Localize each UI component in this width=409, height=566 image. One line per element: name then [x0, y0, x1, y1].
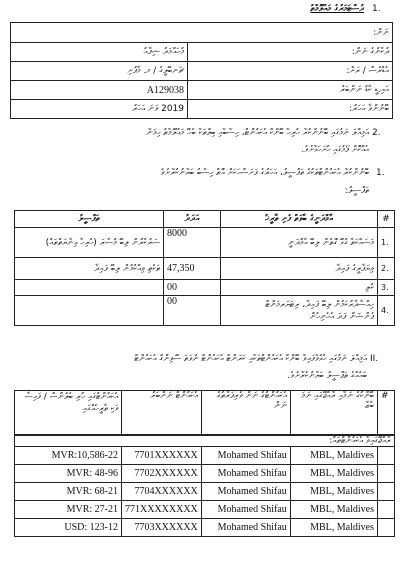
bank-row-holder: Mohamed Shifau [201, 519, 290, 537]
bank-row-bank: MBL, Maldives [290, 465, 377, 483]
bank-row-num [378, 519, 395, 537]
income-row-num: 4. [378, 296, 395, 326]
section-ii-text-line2: ބައެއްގެ ތަފްސީލު ބަޔާނުކުރާށެވެ. [287, 371, 367, 381]
bank-header-holder: އެކައުންޓުގެ ނަން ވެރިފަރާތުގެ ނަން [201, 391, 290, 435]
income-row-num: 3. [378, 280, 395, 296]
bank-row-balance: MVR: 27-21 [15, 501, 122, 519]
income-header-amount: އަދަދު [164, 211, 221, 228]
section-ii-text-line1: އަމިއްލަ ނަމުގައި ހުޅުވާފައިވާ ބޭންކް އެކައުންޓްތަކާއި ކަރަންޓް އެކައުންޓް ނުވަތަ ސޭވިންގް އެކައުންޓް [134, 354, 367, 364]
income-row-type: ވިޔަފާރީގެ ފައިދާ [221, 258, 378, 280]
info-header: ނަން: [11, 23, 393, 43]
info-label: އައި.ޑީ ކާޑު ނަންބަރު [188, 81, 393, 100]
bank-row-bank: MBL, Maldives [290, 447, 377, 465]
income-row-amount: 00 [164, 280, 221, 296]
section2-text-line2: އެއްކޮށް ފޯމުގައި ހުށަހަޅާށެވެ. [301, 145, 369, 155]
info-value: A129038 [11, 81, 188, 100]
bank-row-holder: Mohamed Shifau [201, 447, 290, 465]
info-label: ބޭނުންވާ އަހަރު: [188, 100, 393, 119]
income-header-num: # [378, 211, 395, 228]
bank-header-balance: އެކައުންޓުގައި ހުރި ބެލެންސް / ފައިސާ ވަކި ތާރީޚެއްގައި [15, 391, 122, 435]
income-row4-line1: ހިއްސާދާރުކަމުން ލިބޭ ފައިދާ، ރިޓަޔަރމަންޓް [265, 299, 374, 310]
income-row-type: ކުލި [221, 280, 378, 296]
income-row-num: 2. [378, 258, 395, 280]
bank-row-num [378, 501, 395, 519]
bank-row-balance: MVR: 68-21 [15, 483, 122, 501]
info-value: މުހައްމަދު ޝިފާއު [11, 43, 188, 62]
bank-row-account: 7703XXXXXX [122, 519, 202, 537]
section1-number: 1. [372, 4, 381, 14]
section2-sub1-number: 1. [376, 168, 385, 178]
income-row-type: މަސައްކަތާ ގުޅޭ ގޮތުން ލިބޭ އާމްދަނީ [221, 228, 378, 258]
income-row-remarks: ތަކެތި ވިއްކުމުން ލިބޭ ފައިދާ [15, 258, 164, 280]
bank-header-bank: ބޭންކުގެ ނަމާއި ރާއްޖޭގައި ނަމަ ބާޒާ [290, 391, 377, 435]
bank-header-num: # [378, 391, 395, 435]
bank-row-holder: Mohamed Shifau [201, 483, 290, 501]
info-label: އެޑްރެސް / ރަށް: [188, 62, 393, 81]
income-header-type: އާމްދަނީގެ ބާވަތް ފެށި ތާރީޚު [221, 211, 378, 228]
income-row-amount: 00 [164, 296, 221, 326]
bank-row-balance: USD: 123-12 [15, 519, 122, 537]
income-row-remarks [15, 296, 164, 326]
bank-row-holder: Mohamed Shifau [201, 501, 290, 519]
bank-row-account: 7701XXXXXX [122, 447, 202, 465]
bank-row-holder: Mohamed Shifau [201, 465, 290, 483]
bank-row-account: 7702XXXXXX [122, 465, 202, 483]
bank-header-account: އެކައުންޓް ނަންބަރު [122, 391, 202, 435]
info-label: ދުކާނުގެ ނަން: [188, 43, 393, 62]
income-table [14, 210, 395, 326]
section1-heading: ދުސްޓަމަރުގެ މައުލޫމާތު [310, 4, 364, 14]
income-row-remarks [15, 280, 164, 296]
bank-row-num [378, 465, 395, 483]
income-header-remarks: ތަފްސީލު [15, 211, 164, 228]
income-row4-line2: ޕެންޝަން ފަދަ އެހެނިހެން [309, 311, 374, 322]
section2-sub1-text: ބޭނުންކުރާ އެކައުންޓްތަކުގެ ތަފްސީލު، އަހަރުގެ ފަށަސްހަކަށް އޮތް ހިސާބު ބަޔާނުކުރާށެވެ [160, 168, 369, 178]
bank-row-num [378, 447, 395, 465]
info-value: 2019 ވަނަ އަހަރު [11, 100, 188, 119]
section-ii-number: II. [370, 354, 379, 364]
section2-sub1-text2: ތަފްސީލު: [344, 186, 369, 196]
bank-row-bank: MBL, Maldives [290, 483, 377, 501]
bank-row-balance: MVR:10,586-22 [15, 447, 122, 465]
bank-row-balance: MVR: 48-96 [15, 465, 122, 483]
bank-row-num [378, 483, 395, 501]
section2-text-line1: އަމިއްލަ ނަމުގައި ބޭނުންކުރާ ހުރިހާ ބޭންކް އެކައުންޓް، ހިސާބާއި ބިލްތަކާ ބެހޭ މަޢުލޫމާތު ހިމަނާ [146, 128, 369, 138]
bank-row-bank: MBL, Maldives [290, 501, 377, 519]
bank-row-account: 771XXXXXXXX [122, 501, 202, 519]
bank-subheader: ރާއްޖޭގައިވާ އެކައުންޓްތައް: [15, 435, 395, 447]
income-row-amount: 8000 [164, 228, 221, 258]
income-row-type [221, 296, 378, 326]
bank-row-account: 7704XXXXXX [122, 483, 202, 501]
income-row-remarks: ސަރުކާރުން ލިބޭ މުސާރަ (ހުރިހާ ޢިނާޔަތްތައް) [15, 228, 164, 258]
bank-row-bank: MBL, Maldives [290, 519, 377, 537]
section2-number: 2. [372, 128, 381, 138]
info-value: ޗަނބޭލީގެ / މ. މާފުށި [11, 62, 188, 81]
bank-table [14, 390, 395, 537]
income-row-num: 1. [378, 228, 395, 258]
income-row-amount: 47,350 [164, 258, 221, 280]
info-table [10, 22, 393, 119]
